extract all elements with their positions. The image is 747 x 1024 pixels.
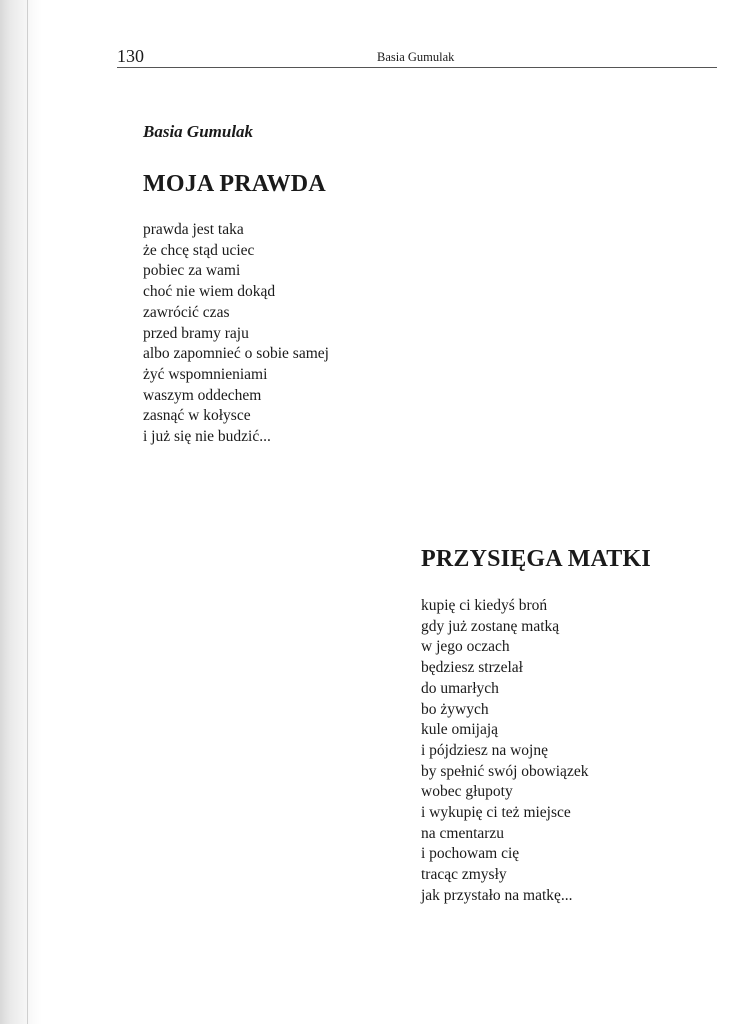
poem-line: zasnąć w kołysce (143, 407, 251, 425)
poem-przysiega-matki (421, 596, 588, 907)
poem-line: pobiec za wami (143, 262, 241, 280)
poem-line: tracąc zmysły (421, 866, 507, 884)
poem-line: prawda jest taka (143, 221, 244, 238)
poem-line: by spełnić swój obowiązek (421, 762, 589, 780)
page-number: 130 (117, 46, 144, 66)
poem-line: w jego oczach (421, 638, 510, 656)
poem-line: jak przystało na matkę... (421, 886, 573, 904)
poem-title-przysiega-matki: PRZYSIĘGA MATKI (421, 546, 651, 572)
poem-moja-prawda (143, 220, 329, 448)
page-binding-shadow (0, 0, 42, 1024)
poem-line: żyć wspomnieniami (143, 365, 268, 383)
poem-line: albo zapomnieć o sobie samej (143, 345, 329, 363)
header-rule (117, 67, 717, 68)
poem-line: przed bramy raju (143, 324, 249, 342)
poem-line: i pochowam cię (421, 845, 520, 863)
poem-line: wobec głupoty (421, 783, 513, 801)
poem-line: będziesz strzelał (421, 659, 523, 677)
poem-line: choć nie wiem dokąd (143, 283, 276, 301)
page-binding-edge (27, 0, 28, 1024)
poem-line: i już się nie budzić... (143, 428, 271, 446)
poem-line: kule omijają (421, 721, 499, 739)
poem-line: i pójdziesz na wojnę (421, 741, 548, 759)
poem-line: zawrócić czas (143, 303, 230, 321)
poem-line: i wykupię ci też miejsce (421, 804, 571, 822)
poem-line: kupię ci kiedyś broń (421, 597, 548, 614)
poem-line: bo żywych (421, 700, 489, 718)
poem-line: że chcę stąd uciec (143, 241, 255, 259)
poem-line: gdy już zostanę matką (421, 617, 560, 635)
poem-line: do umarłych (421, 679, 499, 697)
running-head: Basia Gumulak (377, 50, 455, 64)
poem-title-moja-prawda: MOJA PRAWDA (143, 171, 326, 197)
poem-line: waszym oddechem (143, 386, 262, 404)
author-name: Basia Gumulak (143, 122, 254, 141)
poem-line: na cmentarzu (421, 824, 505, 842)
